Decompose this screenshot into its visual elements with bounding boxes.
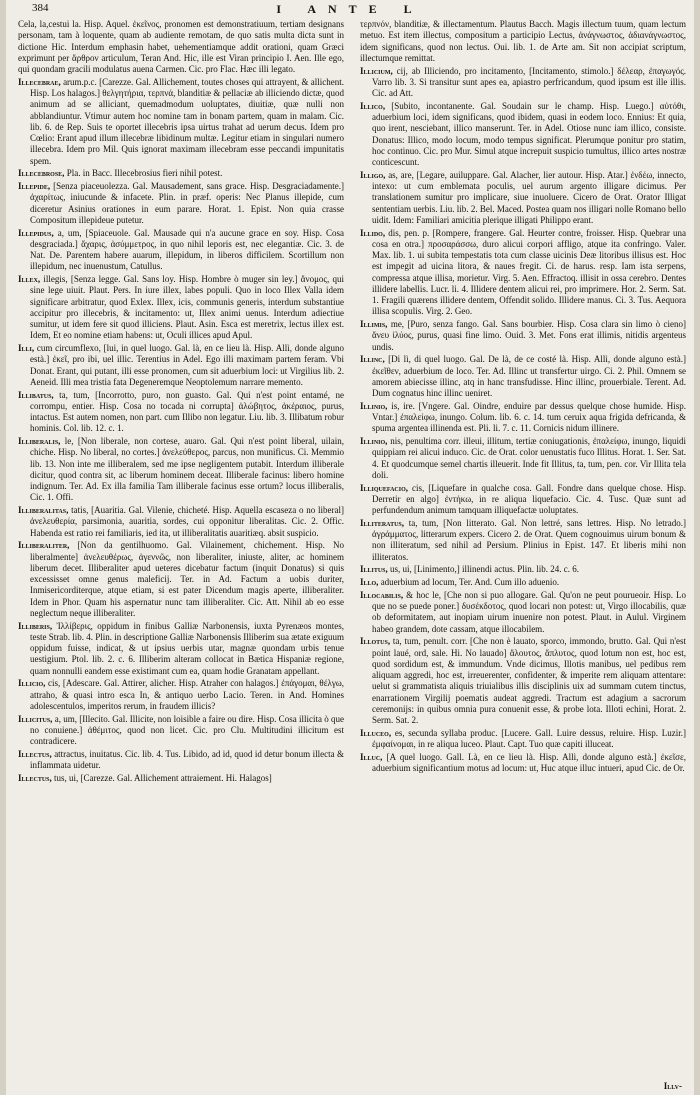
entry-headword: Illinio, xyxy=(360,400,388,411)
dictionary-entry xyxy=(360,66,686,100)
entry-headword: Illigo, xyxy=(360,169,386,180)
dictionary-entry xyxy=(360,401,686,435)
dictionary-entry xyxy=(360,590,686,635)
entry-text: a, um, [Illecito. Gal. Illicite, non loisible a faire ou dire. Hisp. Cosa illicita ò que no conuiene.] ἀθέμιτος, quod non licet. Cic. pro Clu. Multitudini illicitum est contradicere. xyxy=(30,713,344,746)
dictionary-entry xyxy=(18,19,344,75)
entry-headword: Illicitus, xyxy=(18,713,53,724)
entry-text: a, um, [Spiaceuole. Gal. Mausade qui n'a aucune grace en soy. Hisp. Cosa desgraciada.] ἄχαρις, ἀσύμμετρος, in quo nihil leporis est, nec elegantiæ. Cic. 3. de Nat. De. Parentem habere auarum, illepidum, in liberos difficilem. Scortillum non illepidum, nec inuenustum, Catullus. xyxy=(30,227,344,272)
entry-headword: Illepidus, xyxy=(18,227,54,238)
dictionary-entry xyxy=(18,505,344,539)
entry-headword: Illectus, xyxy=(18,772,52,783)
entry-headword: Illex, xyxy=(18,274,41,284)
entry-text: is, ire. [Vngere. Gal. Oindre, enduire par dessus quelque chose humide. Hisp. Vntar.] ἐπαλείφω, inungo. Colum. lib. 6. c. 14. tum ceruix aqua frigida defricanda, & spuma argentea illinenda est. Pli. li. 7. c. 11. Cornicis nidum illinere. xyxy=(372,400,686,434)
entry-text: cis, [Adescare. Gal. Attirer, alicher. Hisp. Atraher con halagos.] ἐπάγομαι, θέλγω, attraho, & quasi intro esca In, & antiquo uerbo Lacio. Teren. in And. Homines adolescentulos, imperitos rerum, in fraudem illicis? xyxy=(30,678,344,711)
page-header xyxy=(0,2,700,20)
dictionary-entry xyxy=(18,773,344,784)
dictionary-entry xyxy=(18,274,344,342)
running-head: I ANTE L xyxy=(276,2,424,16)
dictionary-entry xyxy=(360,319,686,353)
entry-headword: Illinio, xyxy=(360,436,388,446)
entry-text: ta, tum, penult. corr. [Che non è lauato, sporco, immondo, brutto. Gal. Qui n'est point laué, ord, sale. Hi. No lauado] ἄλουτος, ἄπλυτος, quod lotum non est, hoc est, quod sordidum est, & immundum. Vnde dicimus, Illotis manibus, uel pedibus rem aliquam aggredi, hoc est, irreuerenter, confidenter, & imperite rem aliquam attentare: uelut si grammatista aliquis triuialibus illis disciplinis uix ad summam cutem tinctus, enarrationem Virgilij poematis audeat aggredi. Tractum est adagium a sacrorum ceremonijs: in quibus omnia pura conuenit esse, & probe lota. Illoti echini, Horat. 2. Serm. Sat. 2. xyxy=(372,636,686,725)
left-column xyxy=(18,19,344,1075)
entry-headword: Illitus, xyxy=(360,564,388,575)
entry-text: es, secunda syllaba produc. [Lucere. Gall. Luire dessus, reluire. Hisp. Luzir.] ἐμφαίνομαι, in re aliqua luceo. Plaut. Capt. Tuo quæ capiti illuceat. xyxy=(372,727,686,749)
dictionary-entry xyxy=(18,168,344,179)
entry-headword: Illo, xyxy=(360,577,379,587)
entry-headword: Illepide, xyxy=(18,181,51,191)
entry-headword: Illocabilis, xyxy=(360,589,404,600)
entry-headword: Illimis, xyxy=(360,319,388,329)
entry-text: cis, [Liquefare in qualche cosa. Gall. Fondre dans quelque chose. Hisp. Derretir en algo] ἐντήκω, in re aliqua liquefacio. Cic. 4. Tusc. Quæ sunt ad perfundendum animum tamquam illiquefactæ uoluptates. xyxy=(372,482,686,515)
dictionary-entry xyxy=(18,749,344,772)
page-edge-right xyxy=(694,0,700,1095)
entry-headword: Illecebrose, xyxy=(18,168,65,179)
entry-text: [Non da gentilhuomo. Gal. Vilainement, chichement. Hisp. No liberalmente] ἀνελευθέρως, ἀγεννῶς, non liberaliter, iniuste, aliter, ac hominem liberum decet. Illiberaliter apud ueteres dicebatur factum (inquit Donatus) si quis excessisset omne genus maleficij. Ter. in Ad. Factum a uobis duriter, Inmisericorditerque, atque etiam, si est pater Dicendum magis aperte, illiberaliter. Idem in Phor. Quam his aspernatur nunc tam illiberaliter. Cic. Att. Nihil ab eo esse neglectum neque illiberaliter. xyxy=(30,540,344,618)
entry-headword: Illinc, xyxy=(360,354,385,365)
entry-text: attractus, inuitatus. Cic. lib. 4. Tus. Libido, ad id, quod id detur bonum illecta & inflammata uidetur. xyxy=(30,748,344,770)
entry-headword: Illuceo, xyxy=(360,727,392,738)
dictionary-entry xyxy=(360,170,686,226)
right-column xyxy=(360,19,686,1075)
entry-text: [Senza piaceuolezza. Gal. Mausadement, sans grace. Hisp. Desgraciadamente.] ἀχαρίτως, iniucunde & infacete. Plin. in præf. operis: Nec Planus illepide, cum diceretur Asinius orationes in eum parare. Horat. 1. Epist. Non quia crasse Compositum illepideue putetur. xyxy=(30,181,344,225)
entry-headword: Illibatus, xyxy=(18,389,54,400)
entry-headword: Illicio, xyxy=(18,678,46,689)
page-edge-left xyxy=(0,0,6,1095)
entry-text: Pla. in Bacc. Illecebrosius fieri nihil potest. xyxy=(66,168,223,179)
entry-headword: Illuc, xyxy=(360,751,383,762)
entry-text: le, [Non liberale, non cortese, auaro. Gal. Qui n'est point liberal, uilain, chiche. Hisp. No liberal, no cortes.] ἀνελεύθερος, parcus, non munificus. Ci. Memmio lib. 13. Non inte me illiberalem, sed me ipse negligentem putabit. Interdum illiberale dicitur, quod contra sit, ac liberum hominem deceat. Illiberale facinus: libero homine indignum. Ter. Ad. Ex illa familia Tam illiberale facinus esse ortum? locus illiberalis, Cic. 1. Offi. xyxy=(30,436,344,503)
dictionary-entry xyxy=(360,518,686,563)
entry-text: me, [Puro, senza fango. Gal. Sans bourbier. Hisp. Cosa clara sin limo ò cieno] ἄνευ ἰλύος, purus, quasi fine limo. Ouid. 3. Met. Fons erat illimis, nitidis argenteus undis. xyxy=(372,319,686,352)
entry-headword: Illiquefacio, xyxy=(360,482,408,493)
dictionary-entry xyxy=(18,714,344,748)
entry-text: [A quel luogo. Gall. Là, en ce lieu là. Hisp. Allì, donde alguno està.] ἐκεῖσε, aduerbium significantium motus ad locum: ut, Huc atque illuc intueri, apud Cic. de Or. xyxy=(372,751,686,773)
entry-text: Cela, la,cestui la. Hisp. Aquel. ἐκεῖνος, pronomen est demonstratiuum, tertiam designans personam, tam à loquente, quam ab audiente remotam, de quo satis multa dicta sunt in dictione Hic. Interdum emphasin habet, uehementiamque addit orationi, quam Græci exprimunt per ἄρθρον articulum, Teran And. Hic, ille est Viran principio I. Aen. Ille ego, qui quondam gracili modulatus auena Carmen. Cic. pro Flac. Hæc illi legato. xyxy=(18,19,344,74)
dictionary-entry xyxy=(18,77,344,167)
entry-text: Ἰλλίβερις, oppidum in finibus Galliæ Narbonensis, iuxta Pyrenæos montes, teste Strab. lib. 4. Plin. in descriptione Galliæ Narbonensis Illiberim sua ætate exiguum oppidum fuisse, indicat, & ut ipsius uerbis utar, magnæ quondam urbis tenue uestigium. Ptol. lib. 2. c. 6. Illiberim alteram collocat in Bætica Hispaniæ regione, quam nonnulli eandem esse existimant cum ea, quam hodie Granatam appellant. xyxy=(30,620,344,676)
dictionary-entry xyxy=(18,181,344,226)
entry-headword: Illotus, xyxy=(360,636,391,647)
entry-headword: Illido, xyxy=(360,227,386,238)
entry-headword: Illiberalis, xyxy=(18,436,61,446)
dictionary-entry xyxy=(360,354,686,399)
entry-headword: Illectus, xyxy=(18,748,52,759)
dictionary-entry xyxy=(360,752,686,775)
dictionary-entry xyxy=(360,436,686,481)
dictionary-entry xyxy=(360,101,686,169)
entry-text: aduerbium ad locum, Ter. And. Cum illo aduenio. xyxy=(380,577,560,587)
entry-text: illegis, [Senza legge. Gal. Sans loy. Hisp. Hombre ò muger sin ley.] ἄνομος, qui sine lege uiuit. Plaut. Pers. In iure illex, labes populi. Quo in loco Illex Valla idem significare arbitratur, quod Exlex. Illex, icis, communis generis, interdum substantiue accipitur pro illecebris, & incitamento: ut, Illex animi uenus. Interdum adiectiue sumitur, ut idem fere sit quod illiciens. Plaut. Asin. Esca est meretrix, lectus illex est. Idem, Et eo nomine etiam habens: ut, Oculi illices apud Apul. xyxy=(30,274,344,341)
entry-text: arum.p.c. [Carezze. Gal. Allichement, toutes choses qui attrayent, & allichent. Hisp. Los halagos.] θελγητήρια, τερπνά, blanditiæ & pellaciæ ab illiciendo dictæ, quod animum ad se alliciant, quemadmodum uoluptates, diuitiæ, quæ nulli non abblandiuntur. Vtimur autem hoc nomine tam in bonam partem, quam in malam. Cic. lib. 6. de Rep. Suis te oportet illecebris ipsa uirtus trahat ad uerum decus. Idem pro Cœlio: Erant apud illum illecebræ libidinum multæ. Legitur etiam in singulari numero illecebra. Idem pro Mil. Quis ignorat maximam illecebram esse peccandi impunitatis spem. xyxy=(30,76,344,166)
page-number: 384 xyxy=(32,2,49,14)
entry-text: dis, pen. p. [Rompere, frangere. Gal. Heurter contre, froisser. Hisp. Quebrar una cosa en otra.] προσαράσσω, duro alicui corpori affligo, atque ita confringo. Valer. Max. lib. 1. ui subita tempestatis tota cum classe uicinis Deæ litoribus illisus est. Hoc est impegit ad uicina litora, & naues fregit. Ci. de harus. resp. Iam ista serpens, compressa atque illisa, morietur. Virg. 5. Aen. Effractoq. illisit in ossa cerebro. Dentes illidere labellis. Lucr. li. 4. Illidere dentem alicui rei, pro imprimere. Hor. 2. Serm. Sat. 1. Fragili quærens illidere dentem, Offendit solido. Illidere manus. Ci. 3. Tus. Aequora illisa scopulis. Virg. 2. Geo. xyxy=(372,227,686,317)
entry-text: τερπνόν, blanditiæ, & illectamentum. Plautus Bacch. Magis illectum tuum, quam lectum metuo. Est item illectus, compositum a participio Lectus, ἀνάγνωστος, ἀδιανάγνωστος, idem significans, quod non lectus. Oui. lib. 1. de Arte am. Sit non accipiat scriptum, illectumque remittat. xyxy=(360,19,686,63)
dictionary-entry xyxy=(18,228,344,273)
entry-headword: Illico, xyxy=(360,100,386,111)
entry-text: ta, tum, [Non litterato. Gal. Non lettré, sans lettres. Hisp. No letrado.] ἀγράμματος, litterarum expers. Cicero 2. de Orat. Quem cognouimus uirum bonum & non illiteratum, sed nihil ad Persium. Plinius in Epist. 147. Et liberis mihi non illiteratos. xyxy=(372,517,686,562)
catchword: Illv- xyxy=(663,1081,682,1091)
dictionary-entry xyxy=(18,540,344,619)
entry-text: nis, penultima corr. illeui, illitum, tertiæ coniugationis, ἐπαλείφω, inungo, liquidi quippiam rei alicui induco. Cic. de Orat. color uenustatis fuco Illitus. Horat. 1. Ser. Sat. 4. Et quodcumque semel chartis illeuerit. Inde fit Illitus, ta, tum, pen. cor. Vir Illita tela doli. xyxy=(372,436,686,480)
entry-text: [Di lì, di quel luogo. Gal. De là, de ce costé là. Hisp. Allì, donde alguno està.] ἐκεῖθεν, aduerbium de loco. Ter. Ad. Illinc ut transfertur uirgo. Ci. 2. Phil. Omnem se amorem abiecisse illinc, atq in hanc transfudisse. Hinc illinc, prouerbiale. Terent. Ad. Dum cognatus hinc illinc ueniret. xyxy=(372,354,686,398)
entry-text: ta, tum, [Incorrotto, puro, non guasto. Gal. Qui n'est point entamé, ne corrompu, entier. Hisp. Cosa no tocada ni corrupta] ἀλώβητος, ἀκέραιος, purus, intactus. Est autem nomen, non part. cum Illibo non legatur. Liu. lib. 3. Illibatum robur hominis. Col. lib. 12. c. 1. xyxy=(30,389,344,434)
dictionary-entry xyxy=(360,636,686,726)
entry-text: cij, ab Illiciendo, pro incitamento, [Incitamento, stimolo.] δέλεαρ, ἐπαγωγός. Varro lib. 3. Si transitur sunt apes ea, apiastro perfricandum, quod ipsum est ille illis. Cic. ad Att. xyxy=(372,65,686,98)
entry-text: us, ui, [Linimento,] illinendi actus. Plin. lib. 24. c. 6. xyxy=(390,564,579,575)
entry-text: cum circumflexo, [lui, in quel luogo. Gal. là, en ce lieu là. Hisp. Allì, donde alguno està.] ἐκεῖ, pro ibi, uel illic. Terentius in Adel. Ego illi maximam partem feram. Vbi Donat. Erant, qui putant, illi esse pronomen, cum sit aduerbium loci: ut Virgilius lib. 2. Aeneid. Illi mea tristia fata Degeneremque Neoptolemum narrare memento. xyxy=(30,343,344,387)
entry-headword: Illecebrae, xyxy=(18,76,61,87)
entry-text: as, are, [Legare, auiluppare. Gal. Alacher, lier autour. Hisp. Atar.] ἐνδέω, innecto, intexo: ut cum emblemata poculis, uel aurum argento illigare dicimus. Per translationem sumitur pro implicare, siue inuoluere. Cicero de Orat. Orator Illigat sententiam uerbis. Liu. lib. 2. Bel. Maced. Postea quam nos illigari nolle Romano bello uidit. Idem: Familiari amicitia plerique illigati Philippo erant. xyxy=(372,169,686,225)
entry-text: tatis, [Auaritia. Gal. Vilenie, chicheté. Hisp. Aquella escaseza o no liberal] ἀνελευθερία, parsimonia, auaritia, sordes, cui opponitur liberalitas. Cic. 2. Offic. Habenda est ratio rei familiaris, ied ita, ut illiberalitatis auaritiæq. absit suspicio. xyxy=(30,505,344,538)
dictionary-entry xyxy=(360,728,686,751)
entry-headword: Illicium, xyxy=(360,65,393,76)
entry-text: tus, ui, [Carezze. Gal. Allichement attraiement. Hi. Halagos] xyxy=(54,772,272,783)
entry-headword: Illiberalitas, xyxy=(18,505,69,515)
dictionary-entry xyxy=(18,436,344,504)
dictionary-entry xyxy=(18,678,344,712)
dictionary-entry xyxy=(360,577,686,588)
entry-headword: Illiteratus, xyxy=(360,517,404,528)
dictionary-entry xyxy=(18,621,344,677)
dictionary-entry xyxy=(360,483,686,517)
entry-headword: Illiberis, xyxy=(18,620,53,631)
dictionary-entry xyxy=(360,564,686,575)
entry-text: & hoc le, [Che non si puo allogare. Gal. Qu'on ne peut pourueoir. Hisp. Lo que no se puede poner.] δυσέκδοτος, quod locari non potest: ut, Virgo illocabilis, quæ ob deformitatem, aut inopiam uirum inuenire non potest. Plaut. in Aulul. Virginem habeo grandem, dote cassam, atque illocabilem. xyxy=(372,589,686,634)
dictionary-entry xyxy=(18,343,344,388)
entry-text: [Subito, incontanente. Gal. Soudain sur le champ. Hisp. Luego.] αὐτόθι, aduerbium loci, idem significans, quod ibidem, quasi in eodem loco. Ennius: Et quia, quo irent, nesciebant, illico manserunt. Ter. in Adel. Otiose nunc iam illico, consiste. Donatus: Illico, modo locum, modo tempus significat. Plerumque ponitur pro statim, hoc continuo. Cic. pro Mur. Simul atque increpuit suspicio tumultus, illico artes nostræ conticescunt. xyxy=(372,100,686,167)
dictionary-entry xyxy=(360,228,686,318)
entry-headword: Illiberaliter, xyxy=(18,540,70,551)
dictionary-entry xyxy=(360,19,686,64)
dictionary-entry xyxy=(18,390,344,435)
entry-headword: Illi, xyxy=(18,343,35,353)
